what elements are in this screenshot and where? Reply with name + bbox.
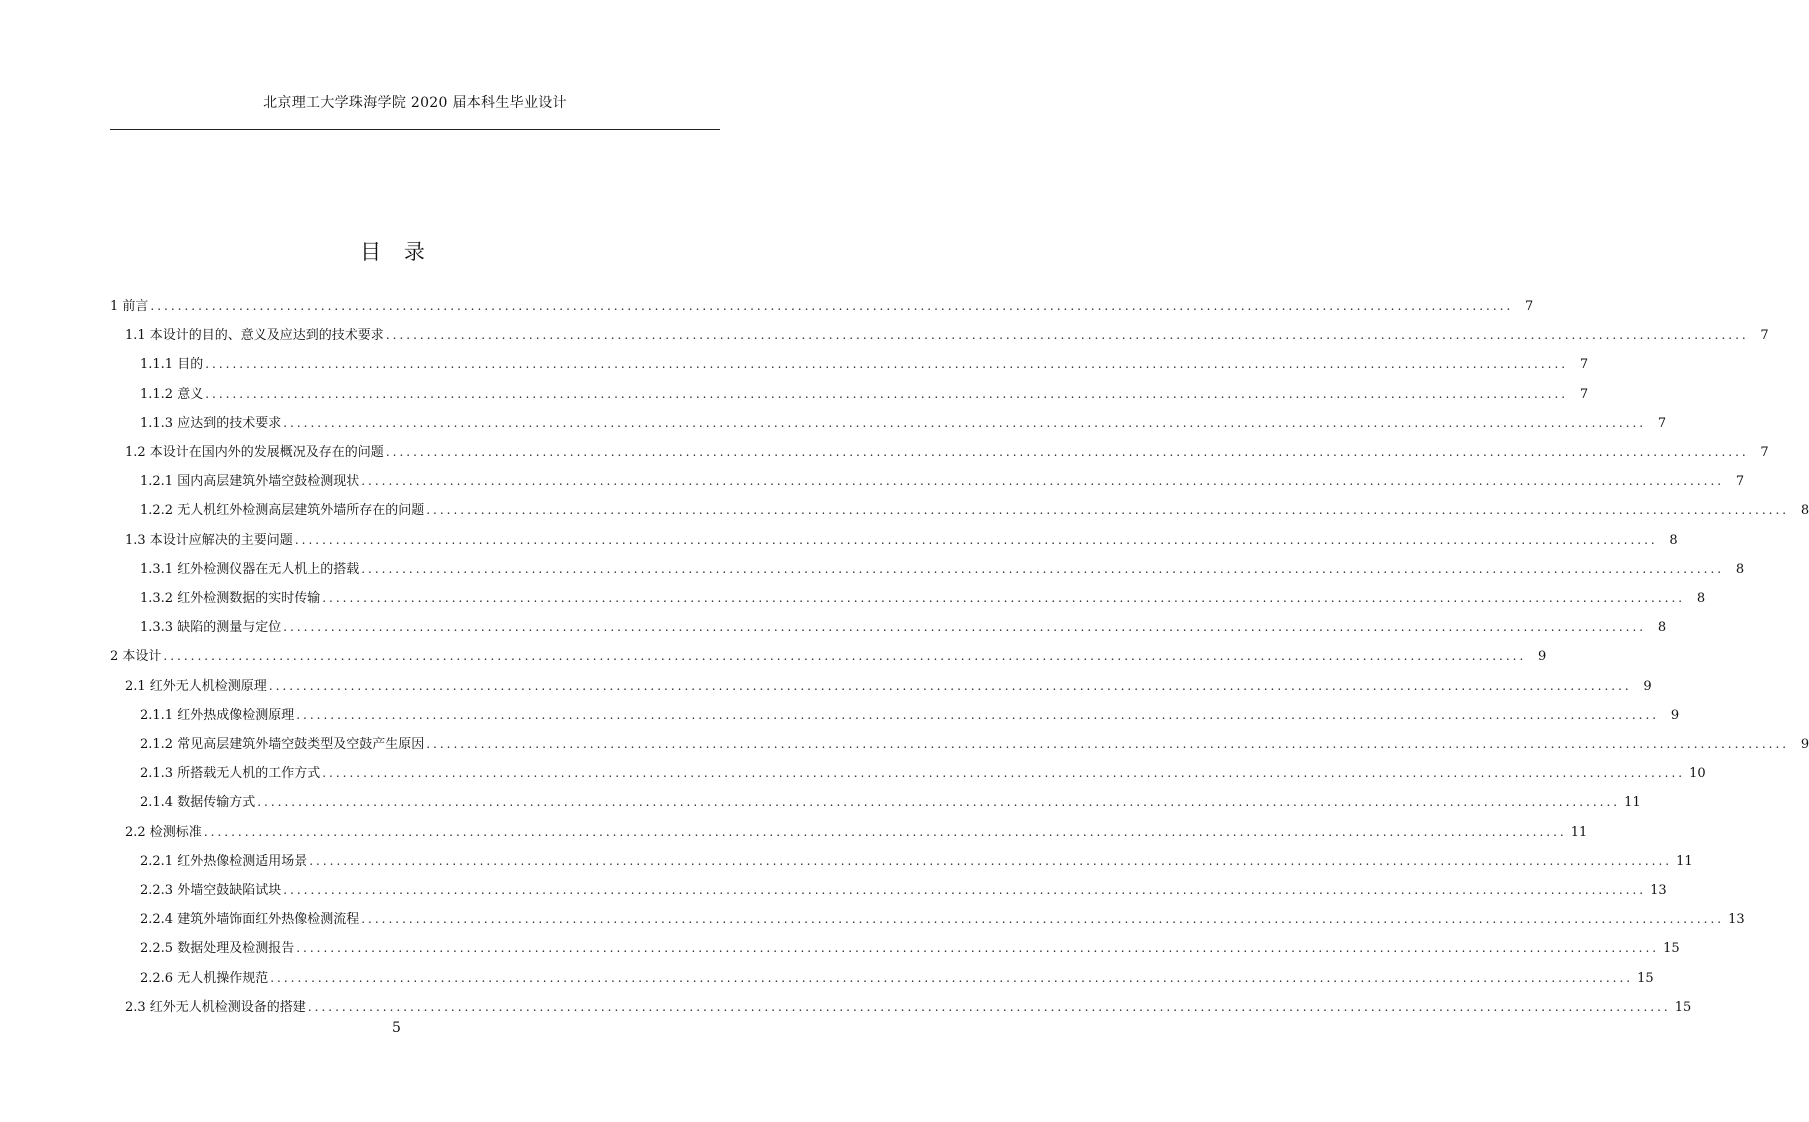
toc-entry-page: 7 xyxy=(1579,357,1589,373)
toc-entry[interactable] xyxy=(110,295,1534,315)
toc-dot-leader: ........................................................................................................................................................................................................ xyxy=(322,766,1686,781)
toc-entry-label: 2.2.5 数据处理及检测报告 xyxy=(140,941,295,957)
toc-dot-leader: ........................................................................................................................................................................................................ xyxy=(426,503,1790,518)
toc-entry-label: 2 本设计 xyxy=(110,649,162,665)
toc-entry-page: 7 xyxy=(1760,328,1769,344)
toc-entry-label: 1 前言 xyxy=(110,299,149,314)
toc-dot-leader: ........................................................................................................................................................................................................ xyxy=(283,415,1647,430)
toc-entry-label: 2.2 检测标准 xyxy=(125,824,202,840)
toc-entry-page: 7 xyxy=(1657,415,1667,431)
toc-dot-leader: ........................................................................................................................................................................................................ xyxy=(163,649,1527,664)
toc-entry[interactable] xyxy=(140,704,1680,724)
toc-entry-page: 10 xyxy=(1689,766,1706,782)
toc-entry-label: 2.3 红外无人机检测设备的搭建 xyxy=(125,999,306,1015)
toc-entry[interactable] xyxy=(140,733,1809,753)
toc-entry-page: 8 xyxy=(1657,620,1667,636)
toc-dot-leader: ........................................................................................................................................................................................................ xyxy=(307,999,1671,1014)
toc-entry-label: 2.1.4 数据传输方式 xyxy=(140,795,256,811)
toc-dot-leader: ........................................................................................................................................................................................................ xyxy=(322,591,1686,605)
toc-entry-page: 13 xyxy=(1728,912,1745,928)
toc-dot-leader: ........................................................................................................................................................................................................ xyxy=(203,824,1567,839)
toc-entry-label: 1.1.1 目的 xyxy=(140,357,204,373)
toc-entry-label: 2.1.1 红外热成像检测原理 xyxy=(140,707,295,723)
page-number: 5 xyxy=(392,1020,401,1036)
toc-entry-label: 2.2.1 红外热像检测适用场景 xyxy=(140,853,308,869)
header-rule xyxy=(110,129,720,130)
toc-entry-label: 1.1.2 意义 xyxy=(140,386,204,402)
toc-entry-page: 13 xyxy=(1650,883,1667,898)
toc-dot-leader: ........................................................................................................................................................................................................ xyxy=(385,328,1749,343)
toc-entry[interactable] xyxy=(140,908,1745,928)
toc-entry[interactable] xyxy=(140,616,1667,636)
toc-entry[interactable] xyxy=(125,441,1769,461)
toc-entry[interactable] xyxy=(140,937,1680,957)
toc-entry-label: 2.1.3 所搭载无人机的工作方式 xyxy=(140,766,321,782)
toc-entry-page: 8 xyxy=(1669,532,1678,548)
toc-dot-leader: ........................................................................................................................................................................................................ xyxy=(294,532,1658,547)
toc-entry[interactable] xyxy=(140,850,1693,870)
toc-dot-leader: ........................................................................................................................................................................................................ xyxy=(361,474,1725,489)
toc-entry[interactable] xyxy=(140,791,1641,811)
toc-entry-page: 9 xyxy=(1800,737,1809,752)
toc-entry[interactable] xyxy=(125,324,1769,344)
toc-entry-label: 1.3.3 缺陷的测量与定位 xyxy=(140,620,282,636)
toc-entry-page: 9 xyxy=(1538,649,1547,665)
toc-entry[interactable] xyxy=(110,645,1547,665)
toc-entry-page: 8 xyxy=(1735,561,1745,577)
toc-dot-leader: ........................................................................................................................................................................................................ xyxy=(361,561,1725,576)
page-header: 北京理工大学珠海学院 2020 届本科生毕业设计 xyxy=(263,95,567,111)
toc-entry[interactable] xyxy=(140,762,1706,782)
toc-dot-leader: ........................................................................................................................................................................................................ xyxy=(309,853,1673,868)
toc-dot-leader: ........................................................................................................................................................................................................ xyxy=(426,737,1790,751)
toc-entry-label: 1.3.2 红外检测数据的实时传输 xyxy=(140,591,321,606)
toc-dot-leader: ........................................................................................................................................................................................................ xyxy=(385,445,1749,459)
toc-entry-label: 1.1.3 应达到的技术要求 xyxy=(140,415,282,431)
toc-entry[interactable] xyxy=(140,587,1706,607)
toc-entry-page: 7 xyxy=(1735,474,1745,490)
toc-entry-page: 8 xyxy=(1800,503,1809,519)
toc-dot-leader: ........................................................................................................................................................................................................ xyxy=(296,707,1660,722)
toc-dot-leader: ........................................................................................................................................................................................................ xyxy=(257,795,1621,810)
toc-entry-label: 1.3 本设计应解决的主要问题 xyxy=(125,532,293,548)
toc-dot-leader: ........................................................................................................................................................................................................ xyxy=(283,883,1647,897)
toc-entry-page: 9 xyxy=(1643,678,1652,694)
toc-title: 目 录 xyxy=(360,240,433,264)
toc-dot-leader: ........................................................................................................................................................................................................ xyxy=(205,386,1569,401)
toc-entry-label: 1.2.2 无人机红外检测高层建筑外墙所存在的问题 xyxy=(140,503,425,519)
toc-dot-leader: ........................................................................................................................................................................................................ xyxy=(361,912,1725,927)
toc-entry-page: 11 xyxy=(1676,853,1693,869)
toc-entry-label: 2.1 红外无人机检测原理 xyxy=(125,678,267,694)
toc-dot-leader: ........................................................................................................................................................................................................ xyxy=(150,299,1514,313)
toc-entry-page: 7 xyxy=(1525,299,1534,314)
toc-entry-page: 15 xyxy=(1637,970,1654,986)
toc-entry-page: 11 xyxy=(1624,795,1641,811)
toc-entry-page: 8 xyxy=(1696,591,1706,606)
toc-entry-page: 15 xyxy=(1674,999,1692,1015)
toc-entry-label: 2.1.2 常见高层建筑外墙空鼓类型及空鼓产生原因 xyxy=(140,737,425,752)
toc-dot-leader: ........................................................................................................................................................................................................ xyxy=(283,620,1647,635)
toc-entry[interactable] xyxy=(125,675,1652,695)
toc-entry-label: 1.2 本设计在国内外的发展概况及存在的问题 xyxy=(125,445,384,460)
toc-entry[interactable] xyxy=(125,821,1588,841)
toc-entry[interactable] xyxy=(140,412,1667,432)
toc-entry[interactable] xyxy=(140,353,1589,373)
toc-dot-leader: ........................................................................................................................................................................................................ xyxy=(205,357,1569,372)
toc-dot-leader: ........................................................................................................................................................................................................ xyxy=(270,970,1634,985)
toc-entry[interactable] xyxy=(140,967,1654,987)
toc-entry-page: 7 xyxy=(1579,386,1589,402)
toc-entry[interactable] xyxy=(140,383,1589,403)
toc-entry-label: 1.2.1 国内高层建筑外墙空鼓检测现状 xyxy=(140,474,360,490)
toc-entry[interactable] xyxy=(140,879,1667,899)
toc-entry[interactable] xyxy=(140,499,1809,519)
toc-entry-page: 15 xyxy=(1663,941,1680,957)
toc-entry-page: 11 xyxy=(1570,824,1588,840)
toc-entry[interactable] xyxy=(125,996,1692,1016)
toc-entry[interactable] xyxy=(125,529,1678,549)
toc-entry-page: 7 xyxy=(1760,445,1769,460)
toc-entry-label: 1.3.1 红外检测仪器在无人机上的搭载 xyxy=(140,561,360,577)
toc-dot-leader: ........................................................................................................................................................................................................ xyxy=(268,678,1632,693)
toc-dot-leader: ........................................................................................................................................................................................................ xyxy=(296,941,1660,956)
toc-entry-label: 2.2.6 无人机操作规范 xyxy=(140,970,269,986)
toc-entry[interactable] xyxy=(140,558,1745,578)
toc-entry-label: 2.2.4 建筑外墙饰面红外热像检测流程 xyxy=(140,912,360,928)
toc-entry-page: 9 xyxy=(1670,707,1680,723)
toc-entry-label: 1.1 本设计的目的、意义及应达到的技术要求 xyxy=(125,328,384,344)
toc-entry-label: 2.2.3 外墙空鼓缺陷试块 xyxy=(140,883,282,898)
toc-entry[interactable] xyxy=(140,470,1745,490)
